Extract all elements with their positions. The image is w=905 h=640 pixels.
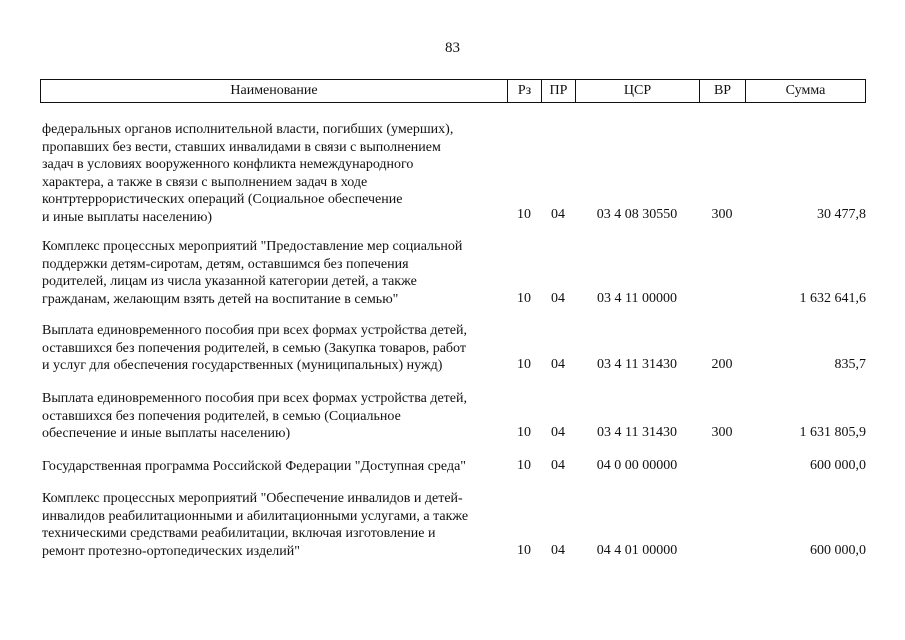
header-pr: ПР xyxy=(541,80,575,102)
row-pr: 04 xyxy=(551,458,565,473)
row-name: Комплекс процессных мероприятий "Предоставление мер социальной поддержки детям-сиротам, детям, оставшимся без попечения родителей, лицам из числа указанной категории детей, а также гражданам, желающим взять детей на воспитание в семью" xyxy=(42,239,463,307)
row-rz: 10 xyxy=(517,458,531,473)
row-name: Комплекс процессных мероприятий "Обеспечение инвалидов и детей- инвалидов реабилитационными и абилитационными услугами, а также техническими средствами реабилитации, включая изготовление и ремонт протезно-ортопедических изделий" xyxy=(42,491,469,559)
table-header xyxy=(40,79,866,103)
row-pr: 04 xyxy=(551,425,565,440)
row-name: Выплата единовременного пособия при всех формах устройства детей, оставшихся без попечения родителей, в семью (Социальное обеспечение и иные выплаты населению) xyxy=(42,391,467,441)
row-sum: 1 631 805,9 xyxy=(799,425,866,440)
row-pr: 04 xyxy=(551,291,565,306)
row-name: Государственная программа Российской Федерации "Доступная среда" xyxy=(42,459,466,474)
row-vr: 200 xyxy=(711,357,733,372)
row-sum: 600 000,0 xyxy=(810,543,866,558)
row-vr: 300 xyxy=(711,207,733,222)
header-rz: Рз xyxy=(507,80,541,102)
row-rz: 10 xyxy=(517,357,531,372)
row-pr: 04 xyxy=(551,207,565,222)
header-csr: ЦСР xyxy=(575,80,699,102)
header-sum: Сумма xyxy=(745,80,866,102)
row-csr: 03 4 08 30550 xyxy=(596,207,678,222)
row-csr: 03 4 11 00000 xyxy=(597,291,677,306)
row-csr: 04 0 00 00000 xyxy=(596,458,678,473)
row-rz: 10 xyxy=(517,425,531,440)
row-csr: 03 4 11 31430 xyxy=(597,357,677,372)
row-sum: 835,7 xyxy=(834,357,866,372)
page-number: 83 xyxy=(445,40,460,56)
row-rz: 10 xyxy=(517,543,531,558)
row-sum: 600 000,0 xyxy=(810,458,866,473)
row-name: федеральных органов исполнительной власти, погибших (умерших), пропавших без вести, ставших инвалидами в связи с выполнением задач в условиях вооруженного конфликта немеждународного характера, а также в связи с выполнением задач в ходе контртеррористических операций (Социальное обеспечение и иные выплаты населению) xyxy=(42,122,454,225)
row-csr: 03 4 11 31430 xyxy=(597,425,677,440)
row-name: Выплата единовременного пособия при всех формах устройства детей, оставшихся без попечения родителей, в семью (Закупка товаров, работ и услуг для обеспечения государственных (муниципальных) нужд) xyxy=(42,323,467,373)
row-sum: 1 632 641,6 xyxy=(799,291,866,306)
row-pr: 04 xyxy=(551,543,565,558)
row-sum: 30 477,8 xyxy=(817,207,866,222)
row-vr: 300 xyxy=(711,425,733,440)
header-vr: ВР xyxy=(699,80,745,102)
row-rz: 10 xyxy=(517,291,531,306)
row-pr: 04 xyxy=(551,357,565,372)
header-name: Наименование xyxy=(40,80,507,102)
row-rz: 10 xyxy=(517,207,531,222)
row-csr: 04 4 01 00000 xyxy=(596,543,678,558)
